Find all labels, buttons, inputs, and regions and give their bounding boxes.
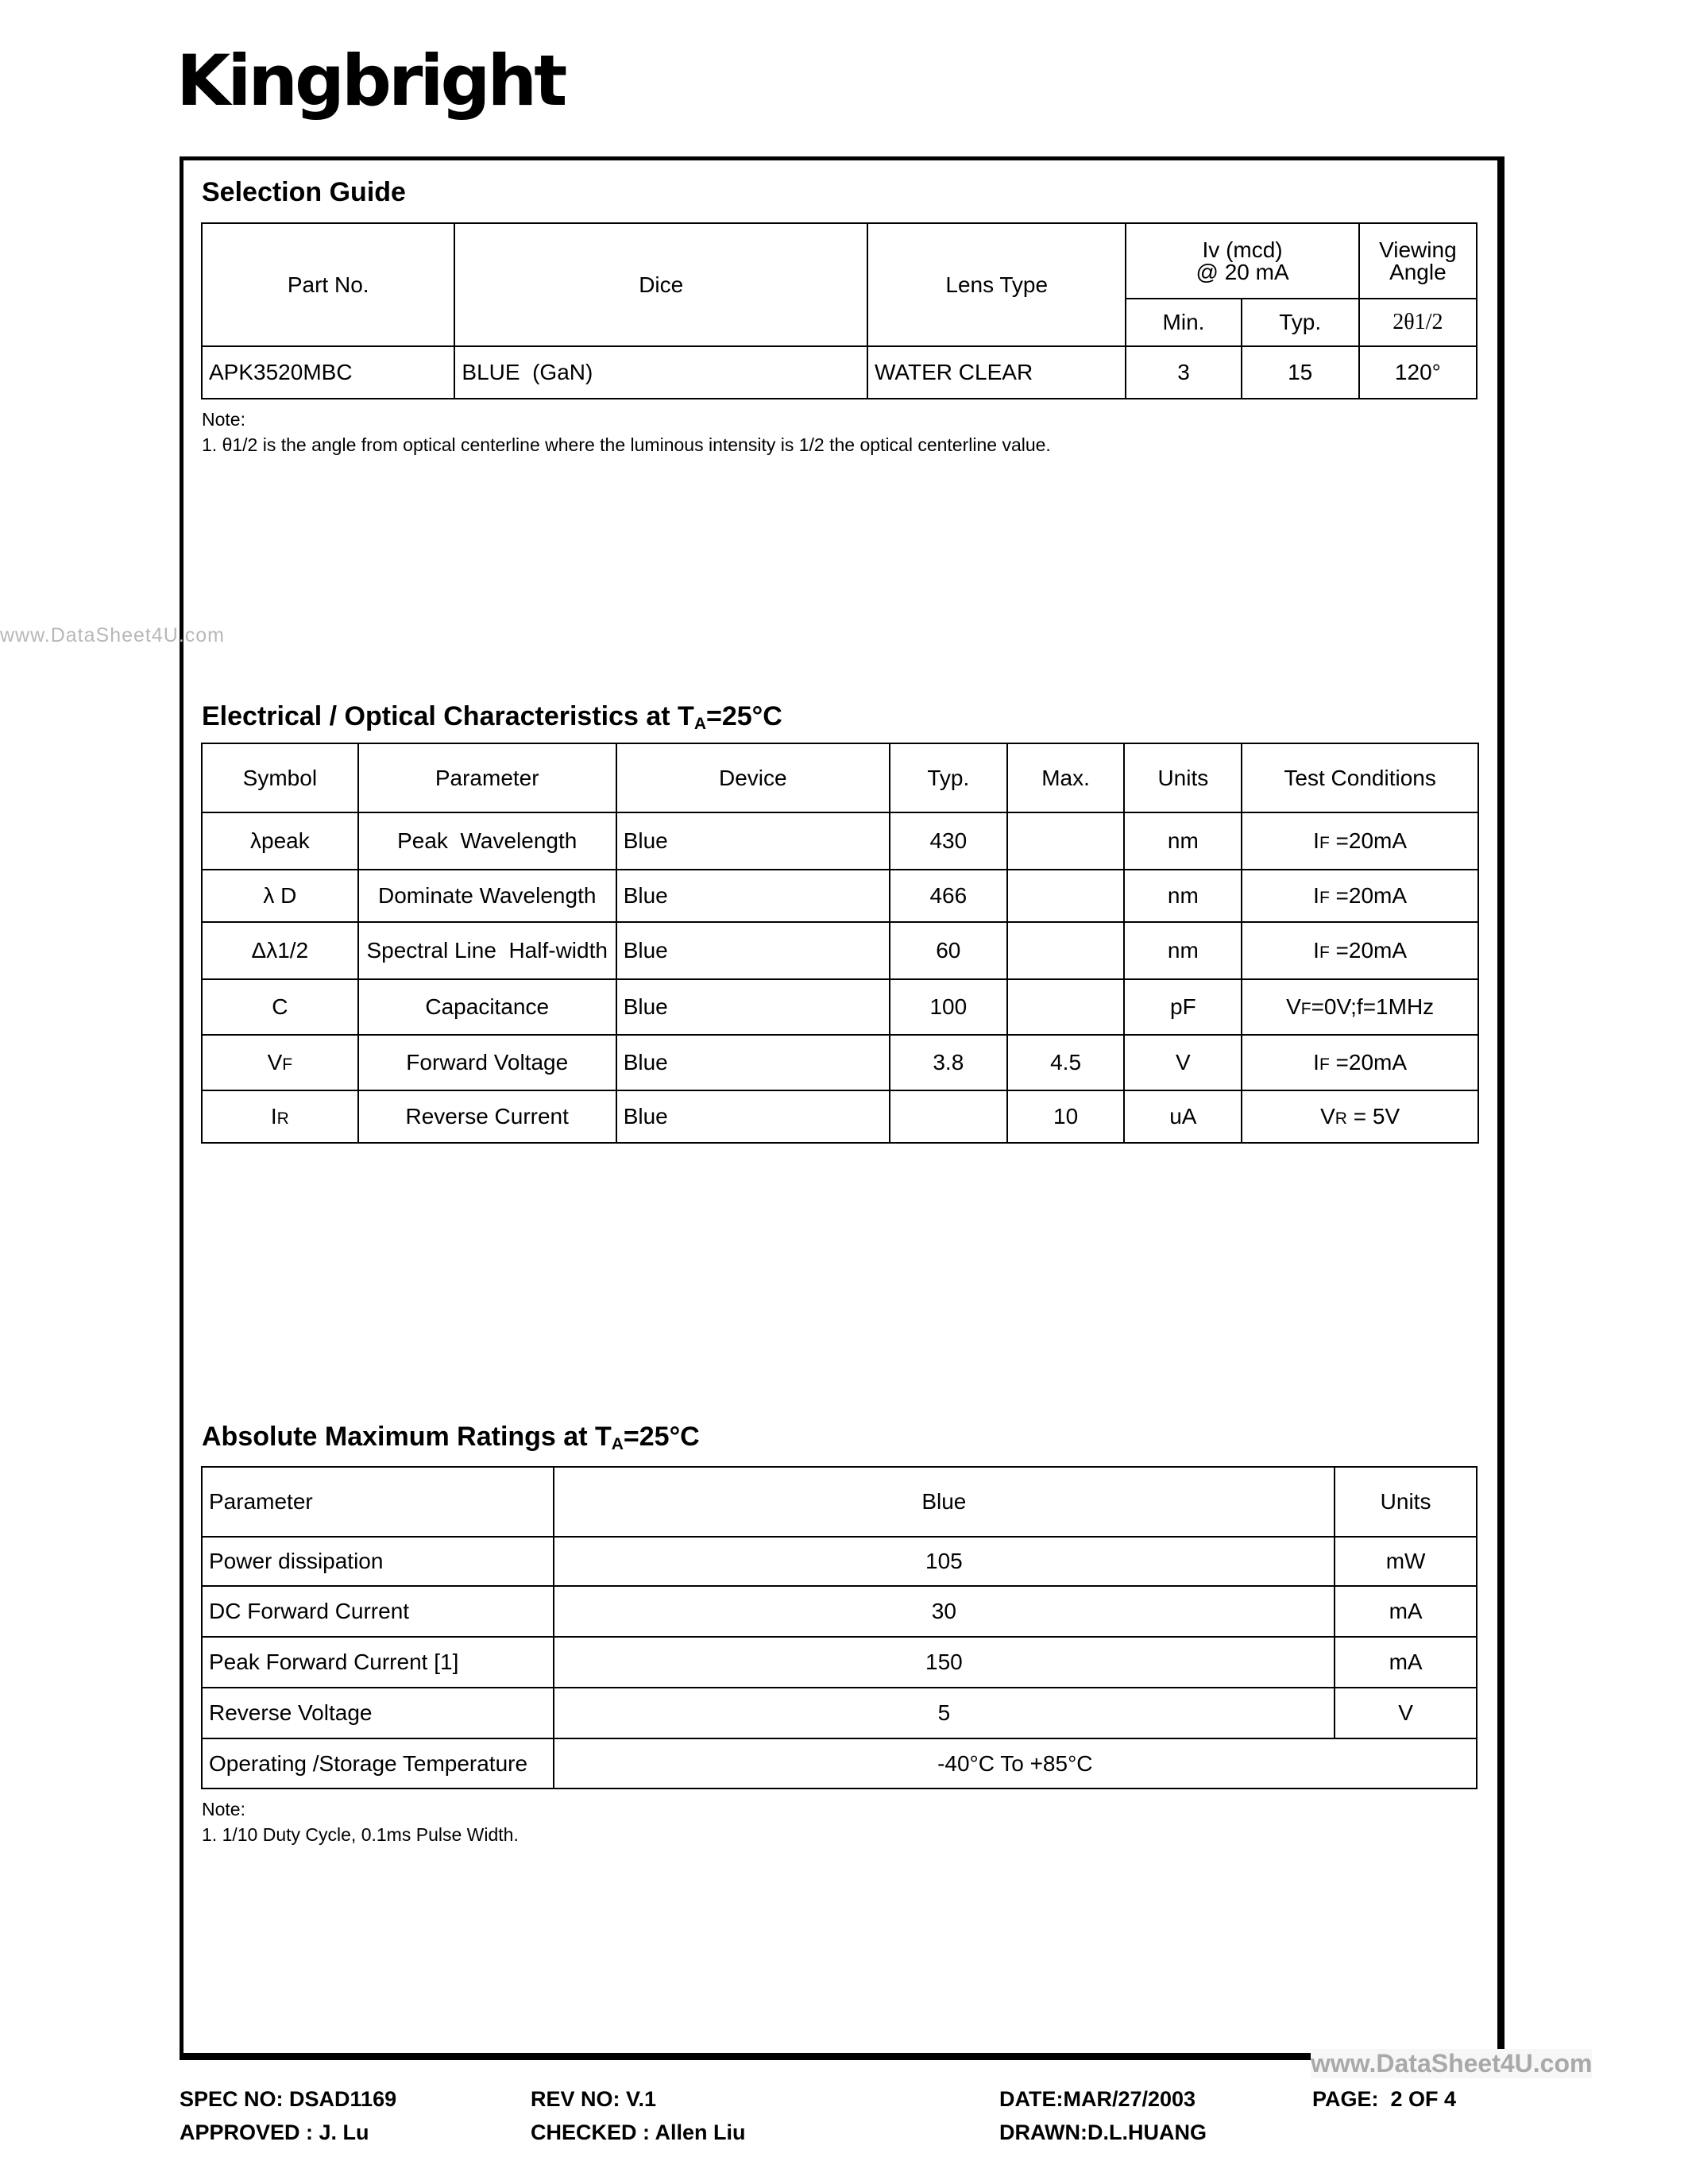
cell-max: 4.5 — [1007, 1035, 1125, 1090]
note-text: 1. θ1/2 is the angle from optical centerline where the luminous intensity is 1/2 the optical centerline value. — [202, 434, 1051, 455]
cell-units: pF — [1124, 979, 1242, 1035]
cell-typ — [890, 1090, 1007, 1143]
cell-parameter: DC Forward Current — [202, 1586, 554, 1637]
header-part-no: Part No. — [202, 223, 454, 346]
selection-guide-table — [201, 222, 1477, 399]
cell-parameter: Spectral Line Half-width — [358, 922, 616, 979]
cell-parameter: Peak Forward Current [1] — [202, 1637, 554, 1688]
header-units: Units — [1124, 743, 1242, 812]
table-row — [202, 1090, 1478, 1143]
cell-value: 105 — [554, 1537, 1335, 1586]
cell-typ: 466 — [890, 870, 1007, 922]
table-row — [202, 979, 1478, 1035]
cell-parameter: Reverse Current — [358, 1090, 616, 1143]
kingbright-logo: Kingbright — [176, 40, 565, 122]
cell-max — [1007, 870, 1125, 922]
cell-max — [1007, 812, 1125, 870]
cell-test-condition: VR = 5V — [1242, 1090, 1478, 1143]
cell-symbol: VF — [202, 1035, 358, 1090]
header-iv-condition: @ 20 mA — [1196, 259, 1289, 284]
cell-parameter: Peak Wavelength — [358, 812, 616, 870]
table-row — [202, 1637, 1477, 1688]
cell-angle: 120° — [1359, 346, 1477, 399]
footer-rev-no: REV NO: V.1 — [531, 2087, 657, 2111]
table-row — [202, 812, 1478, 870]
electrical-title: Electrical / Optical Characteristics at $T_A=25^\circ C$ — [202, 701, 782, 733]
cell-test-condition: IF =20mA — [1242, 1035, 1478, 1090]
cell-device: Blue — [616, 979, 890, 1035]
footer-approved: APPROVED : J. Lu — [180, 2120, 369, 2144]
cell-units: nm — [1124, 812, 1242, 870]
cell-units: V — [1335, 1688, 1477, 1738]
note-label: Note: — [202, 1799, 245, 1819]
cell-typ: 3.8 — [890, 1035, 1007, 1090]
header-device: Device — [616, 743, 890, 812]
cell-units: nm — [1124, 870, 1242, 922]
header-iv — [1126, 223, 1358, 299]
cell-test-condition: VF=0V;f=1MHz — [1242, 979, 1478, 1035]
header-parameter: Parameter — [358, 743, 616, 812]
cell-min: 3 — [1126, 346, 1241, 399]
cell-parameter: Dominate Wavelength — [358, 870, 616, 922]
header-dice: Dice — [454, 223, 867, 346]
header-symbol: Symbol — [202, 743, 358, 812]
cell-symbol: λpeak — [202, 812, 358, 870]
cell-symbol: C — [202, 979, 358, 1035]
cell-symbol: Δλ1/2 — [202, 922, 358, 979]
table-row — [202, 1035, 1478, 1090]
table-row — [202, 870, 1478, 922]
watermark-right: www.DataSheet4U.com — [1311, 2049, 1593, 2078]
cell-device: Blue — [616, 870, 890, 922]
header-max: Max. — [1007, 743, 1125, 812]
selection-guide-title: Selection Guide — [202, 177, 406, 207]
header-iv-label: Iv (mcd) — [1202, 237, 1283, 262]
note-label: Note: — [202, 409, 245, 430]
cell-parameter: Reverse Voltage — [202, 1688, 554, 1738]
cell-symbol: λ D — [202, 870, 358, 922]
cell-device: Blue — [616, 812, 890, 870]
cell-test-condition: IF =20mA — [1242, 812, 1478, 870]
header-test-conditions: Test Conditions — [1242, 743, 1478, 812]
header-viewing-angle — [1359, 223, 1477, 299]
cell-units: mA — [1335, 1586, 1477, 1637]
cell-parameter: Power dissipation — [202, 1537, 554, 1586]
cell-test-condition: IF =20mA — [1242, 870, 1478, 922]
footer-page: PAGE: 2 OF 4 — [1312, 2087, 1457, 2111]
cell-value: 150 — [554, 1637, 1335, 1688]
header-typ: Typ. — [1242, 299, 1359, 346]
cell-part-no: APK3520MBC — [202, 346, 454, 399]
cell-units: mA — [1335, 1637, 1477, 1688]
cell-units: uA — [1124, 1090, 1242, 1143]
cell-units: V — [1124, 1035, 1242, 1090]
cell-value: 30 — [554, 1586, 1335, 1637]
table-row — [202, 1688, 1477, 1738]
header-lens-type: Lens Type — [867, 223, 1126, 346]
cell-parameter: Capacitance — [358, 979, 616, 1035]
header-viewing: Viewing — [1379, 237, 1457, 262]
electrical-table — [201, 743, 1479, 1144]
cell-symbol: IR — [202, 1090, 358, 1143]
cell-units: mW — [1335, 1537, 1477, 1586]
table-row — [202, 1537, 1477, 1586]
header-units: Units — [1335, 1467, 1477, 1537]
selection-note — [202, 407, 1473, 457]
absolute-note — [202, 1796, 1473, 1847]
header-theta: 2θ1/2 — [1359, 299, 1477, 346]
footer-spec-no: SPEC NO: DSAD1169 — [180, 2087, 397, 2111]
absolute-rows — [202, 1537, 1477, 1738]
electrical-rows — [202, 812, 1478, 1143]
cell-device: Blue — [616, 922, 890, 979]
cell-max: 10 — [1007, 1090, 1125, 1143]
cell-typ: 430 — [890, 812, 1007, 870]
cell-max — [1007, 979, 1125, 1035]
absolute-table — [201, 1466, 1477, 1789]
absolute-title: Absolute Maximum Ratings at $T_A=25^\circ C$ — [202, 1422, 700, 1453]
cell-parameter: Forward Voltage — [358, 1035, 616, 1090]
cell-parameter: Operating /Storage Temperature — [202, 1738, 554, 1788]
footer-date: DATE:MAR/27/2003 — [999, 2087, 1196, 2111]
cell-typ: 100 — [890, 979, 1007, 1035]
cell-value: -40°C To +85°C — [554, 1738, 1477, 1788]
cell-dice: BLUE (GaN) — [454, 346, 867, 399]
cell-typ: 15 — [1242, 346, 1359, 399]
footer-drawn: DRAWN:D.L.HUANG — [999, 2120, 1207, 2144]
header-blue: Blue — [554, 1467, 1335, 1537]
header-min: Min. — [1126, 299, 1241, 346]
table-row — [202, 922, 1478, 979]
cell-device: Blue — [616, 1090, 890, 1143]
watermark-left: www.DataSheet4U.com — [0, 624, 226, 646]
cell-test-condition: IF =20mA — [1242, 922, 1478, 979]
header-typ: Typ. — [890, 743, 1007, 812]
note-text: 1. 1/10 Duty Cycle, 0.1ms Pulse Width. — [202, 1824, 519, 1845]
cell-max — [1007, 922, 1125, 979]
cell-units: nm — [1124, 922, 1242, 979]
footer-checked: CHECKED : Allen Liu — [531, 2120, 746, 2144]
cell-value: 5 — [554, 1688, 1335, 1738]
header-angle: Angle — [1389, 259, 1447, 284]
cell-device: Blue — [616, 1035, 890, 1090]
cell-typ: 60 — [890, 922, 1007, 979]
table-row — [202, 1586, 1477, 1637]
header-parameter: Parameter — [202, 1467, 554, 1537]
cell-lens-type: WATER CLEAR — [867, 346, 1126, 399]
